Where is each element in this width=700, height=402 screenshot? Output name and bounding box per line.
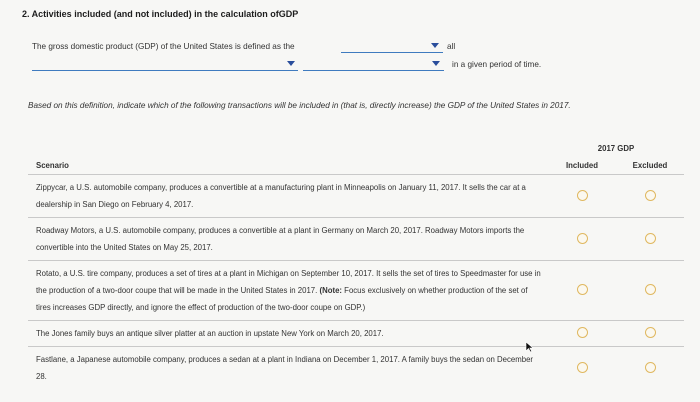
included-radio[interactable] bbox=[577, 190, 588, 201]
table-row bbox=[28, 347, 684, 390]
question-title: 2. Activities included (and not included) in the calculation ofGDP bbox=[22, 9, 299, 19]
definition-suffix: in a given period of time. bbox=[452, 60, 542, 69]
scenario-cell bbox=[28, 261, 548, 321]
excluded-radio[interactable] bbox=[645, 327, 656, 338]
included-radio[interactable] bbox=[577, 284, 588, 295]
table-row bbox=[28, 218, 684, 261]
mouse-cursor-icon bbox=[525, 340, 534, 358]
excluded-radio[interactable] bbox=[645, 190, 656, 201]
scenario-text: Roadway Motors, a U.S. automobile company, produces a convertible at a plant in Germany on March 20, 2017. Roadway Motors imports the convertible into the United States on May 25, 2017. bbox=[28, 218, 548, 261]
table-row bbox=[28, 261, 684, 321]
group-header: 2017 GDP bbox=[597, 143, 635, 153]
dropdown-2[interactable] bbox=[32, 58, 298, 72]
included-radio[interactable] bbox=[577, 233, 588, 244]
note-label: (Note: bbox=[319, 286, 343, 295]
dropdown-1-underline bbox=[341, 52, 443, 53]
scenario-header: Scenario bbox=[36, 160, 69, 170]
excluded-radio[interactable] bbox=[645, 233, 656, 244]
chevron-down-icon bbox=[432, 61, 440, 66]
chevron-down-icon bbox=[431, 43, 439, 48]
definition-prefix: The gross domestic product (GDP) of the United States is defined as the bbox=[32, 42, 295, 51]
chevron-down-icon bbox=[287, 61, 295, 66]
scenario-text: Fastlane, a Japanese automobile company, produces a sedan at a plant in Indiana on December 1, 2017. A family buys the sedan on December 28. bbox=[28, 347, 548, 390]
table-row bbox=[28, 321, 684, 347]
dropdown-2-underline bbox=[32, 70, 298, 71]
scenario-text: Zippycar, a U.S. automobile company, produces a convertible at a manufacturing plant in Minneapolis on January 11, 2017. It sells the car at a dealership in San Diego on February 4, 2017. bbox=[28, 175, 548, 218]
excluded-header: Excluded bbox=[632, 160, 668, 170]
table-row bbox=[28, 175, 684, 218]
included-radio[interactable] bbox=[577, 362, 588, 373]
included-header: Included bbox=[565, 160, 599, 170]
note-text: Focus exclusively on whether production of the set of tires increases GDP directly, and ignore the effect of production of the two-door coupe on GDP.) bbox=[36, 286, 528, 312]
dropdown-1[interactable] bbox=[341, 40, 443, 54]
definition-word-all: all bbox=[447, 42, 456, 51]
excluded-radio[interactable] bbox=[645, 284, 656, 295]
scenario-table bbox=[28, 140, 684, 389]
excluded-radio[interactable] bbox=[645, 362, 656, 373]
included-radio[interactable] bbox=[577, 327, 588, 338]
instruction-text: Based on this definition, indicate which of the following transactions will be included in (that is, directly increase) the GDP of the United States in 2017. bbox=[28, 101, 571, 110]
scenario-text: The Jones family buys an antique silver platter at an auction in upstate New York on March 20, 2017. bbox=[28, 321, 548, 347]
dropdown-3-underline bbox=[303, 70, 444, 71]
dropdown-3[interactable] bbox=[303, 58, 444, 72]
scenario-text: Rotato, a U.S. tire company, produces a set of tires at a plant in Michigan on September 10, 2017. It sells the set of tires to Speedmaster for use in the production of a two-door coupe that will be made in the United States in 2017. bbox=[36, 269, 541, 295]
